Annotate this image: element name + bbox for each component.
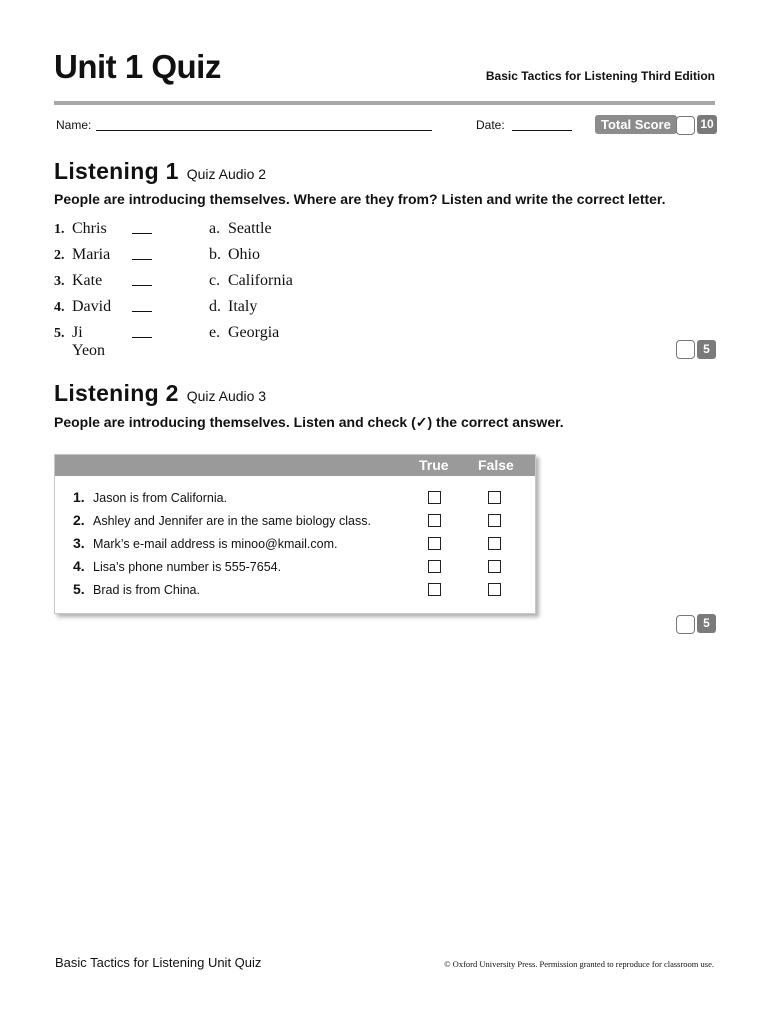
listening2-score-box[interactable] (676, 615, 695, 634)
list-item (209, 245, 329, 271)
column-false: False (478, 457, 514, 473)
list-item (209, 297, 329, 323)
row-number: 5. (73, 581, 85, 597)
person-name: Chris (72, 220, 107, 237)
answer-blank[interactable] (132, 259, 152, 260)
table-row (55, 489, 535, 512)
answer-blank[interactable] (132, 337, 152, 338)
total-score-max: 10 (697, 115, 717, 134)
listening2-title: Listening 2 (54, 380, 179, 406)
statement-text: Jason is from California. (93, 491, 228, 505)
list-item (209, 271, 329, 297)
row-number: 3. (73, 535, 85, 551)
item-number: 1. (54, 222, 65, 237)
item-number: 2. (54, 248, 65, 263)
listening1-title: Listening 1 (54, 158, 179, 184)
answer-blank[interactable] (132, 285, 152, 286)
list-item (209, 219, 329, 245)
row-number: 4. (73, 558, 85, 574)
true-checkbox[interactable] (428, 583, 441, 596)
listening2-instruction: People are introducing themselves. Listen and check (✓) the correct answer. (54, 414, 564, 430)
answer-blank[interactable] (132, 233, 152, 234)
place-name: Seattle (228, 220, 272, 237)
false-checkbox[interactable] (488, 583, 501, 596)
footer-book-title: Basic Tactics for Listening Unit Quiz (55, 955, 262, 970)
date-label: Date: (476, 118, 505, 132)
false-checkbox[interactable] (488, 537, 501, 550)
place-name: California (228, 272, 293, 289)
listening2-audio: Quiz Audio 3 (186, 388, 267, 404)
true-checkbox[interactable] (428, 537, 441, 550)
statement-text: Brad is from China. (93, 583, 200, 597)
page-title: Unit 1 Quiz (54, 48, 221, 85)
true-checkbox[interactable] (428, 514, 441, 527)
true-false-table (54, 454, 536, 614)
item-number: 5. (54, 326, 65, 341)
footer-copyright: © Oxford University Press. Permission granted to reproduce for classroom use. (444, 959, 714, 969)
places-list (209, 219, 329, 349)
column-true: True (419, 457, 449, 473)
listening1-instruction: People are introducing themselves. Where are they from? Listen and write the correct letter. (54, 191, 666, 207)
listening1-audio: Quiz Audio 2 (186, 166, 267, 182)
date-field[interactable] (512, 130, 572, 131)
list-item (209, 323, 329, 349)
place-name: Ohio (228, 246, 260, 263)
name-field[interactable] (96, 130, 432, 131)
listening1-score-box[interactable] (676, 340, 695, 359)
place-name: Italy (228, 298, 258, 315)
option-letter: c. (209, 272, 221, 289)
true-checkbox[interactable] (428, 560, 441, 573)
table-header (55, 455, 535, 476)
item-number: 4. (54, 300, 65, 315)
book-title: Basic Tactics for Listening Third Edition (485, 69, 715, 83)
person-name: Kate (72, 272, 103, 289)
false-checkbox[interactable] (488, 491, 501, 504)
table-row (55, 581, 535, 604)
table-row (55, 558, 535, 581)
answer-blank[interactable] (132, 311, 152, 312)
option-letter: d. (209, 298, 221, 315)
false-checkbox[interactable] (488, 560, 501, 573)
table-row (55, 512, 535, 535)
option-letter: b. (209, 246, 221, 263)
listening2-heading (54, 380, 266, 407)
total-score-box[interactable] (676, 116, 695, 135)
true-checkbox[interactable] (428, 491, 441, 504)
person-name: David (72, 298, 112, 315)
item-number: 3. (54, 274, 65, 289)
total-score-label: Total Score (595, 115, 677, 134)
row-number: 1. (73, 489, 85, 505)
row-number: 2. (73, 512, 85, 528)
person-name: Ji Yeon (72, 324, 106, 359)
header-divider (54, 101, 715, 105)
statement-text: Lisa’s phone number is 555-7654. (93, 560, 282, 574)
table-row (55, 535, 535, 558)
option-letter: e. (209, 324, 221, 341)
place-name: Georgia (228, 324, 280, 341)
name-label: Name: (56, 118, 92, 132)
listening2-score-max: 5 (697, 614, 716, 633)
statement-text: Mark’s e-mail address is minoo@kmail.com. (93, 537, 338, 551)
listening1-score-max: 5 (697, 340, 716, 359)
option-letter: a. (209, 220, 221, 237)
false-checkbox[interactable] (488, 514, 501, 527)
listening1-heading (54, 158, 266, 185)
statement-text: Ashley and Jennifer are in the same biology class. (93, 514, 371, 528)
person-name: Maria (72, 246, 111, 263)
